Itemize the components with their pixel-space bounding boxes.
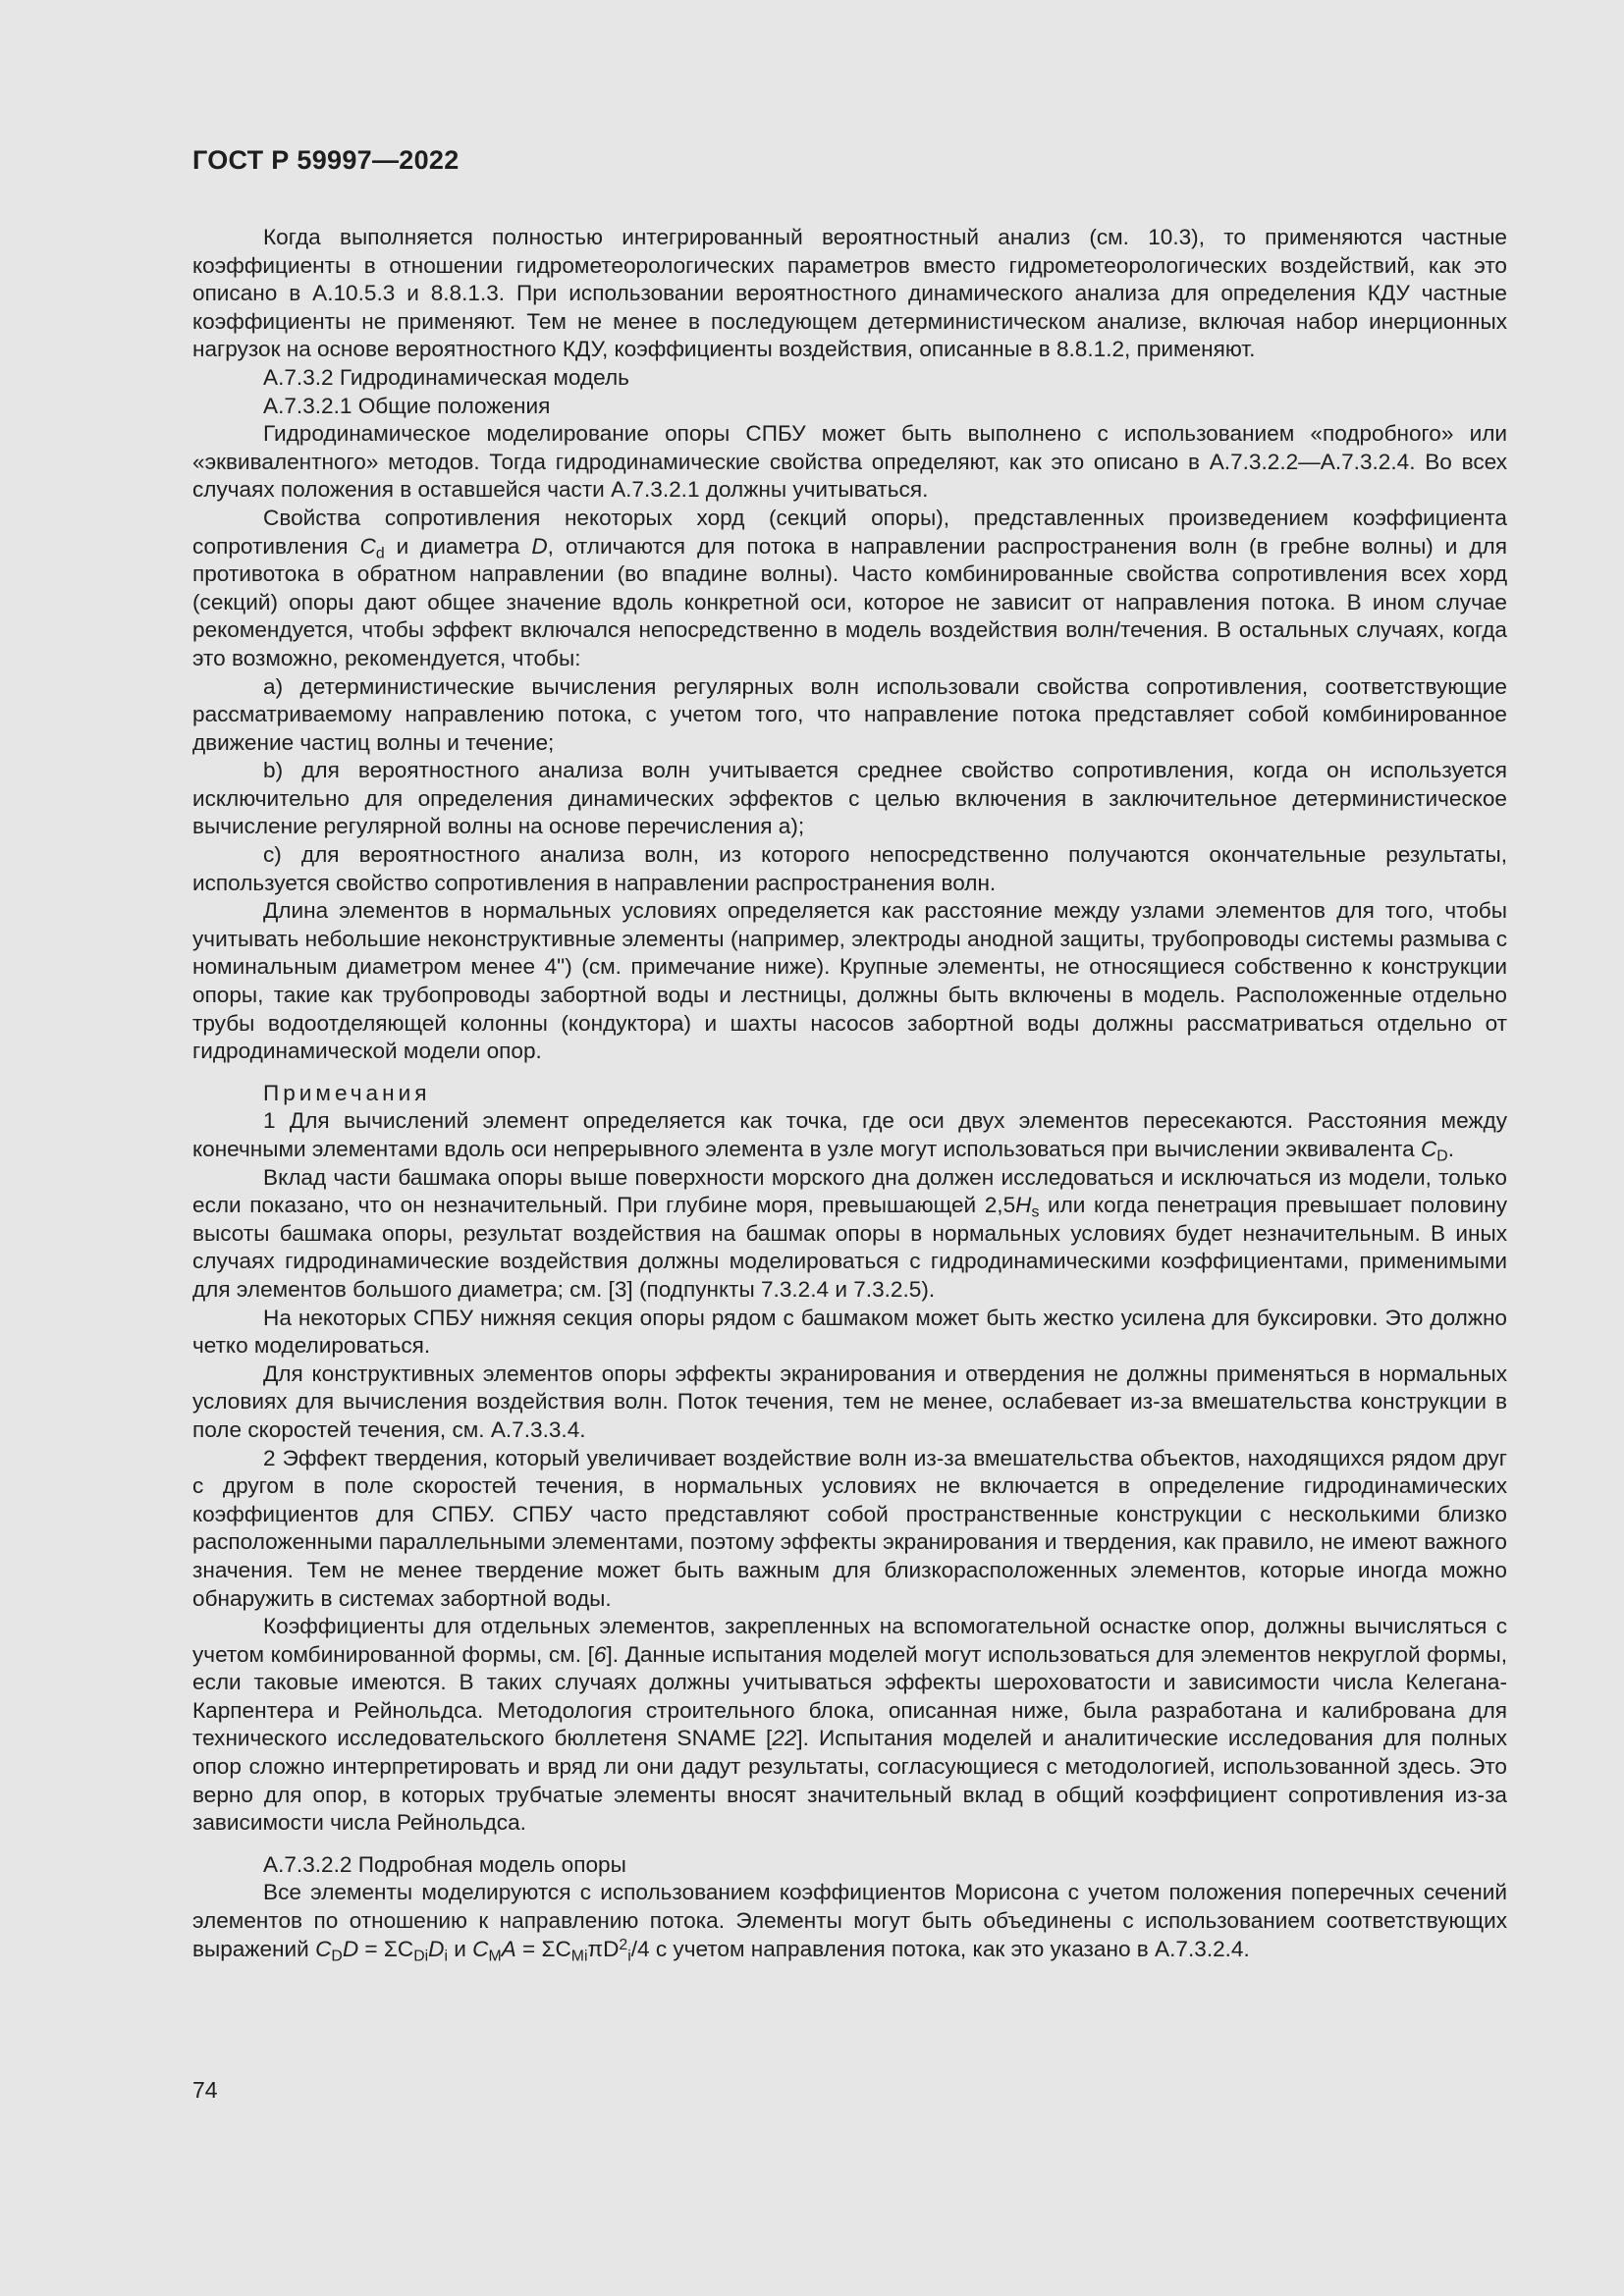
page-number: 74: [192, 2077, 218, 2103]
section-heading: А.7.3.2 Гидродинамическая модель: [263, 364, 629, 390]
note: 2 Эффект твердения, который увеличивает воздействие волн из-за вмешательства объектов, находящихся рядом друг с другом в поле скоростей течения, в нормальных условиях не включается в определение гидродинамических коэффициентов для СПБУ. СПБУ часто представляют собой пространственные конструкции с несколькими близко расположенными параллельными элементами, поэтому эффекты экранирования и твердения, как правило, не имеют важного значения. Тем не менее твердение может быть важным для близкорасположенных элементов, которые иногда можно обнаружить в системах забортной воды.: [192, 1445, 1507, 1611]
list-item: b) для вероятностного анализа волн учитывается среднее свойство сопротивления, когда он используется исключительно для определения динамических эффектов с целью включения в заключительное детерминистическое вычисление регулярной волны на основе перечисления а);: [192, 758, 1507, 839]
list-item: а) детерминистические вычисления регулярных волн использовали свойства сопротивления, соответствующие рассматриваемому направлению потока, с учетом того, что направление потока представляет собой комбинированное движение частиц волны и течение;: [192, 673, 1507, 755]
paragraph: Свойства сопротивления некоторых хорд (секций опоры), представленных произведением коэффициента сопротивления $C_d$ и диаметра D, отличаются для потока в направлении распространения волн (в гребне волны) и для противотока в обратном направлении (во впадине волны). Часто комбинированные свойства сопротивления всех хорд (секций) опоры дают общее значение вдоль конкретной оси, которое не зависит от направления потока. В ином случае рекомендуется, чтобы эффект включался непосредственно в модель воздействия волн/течения. В остальных случаях, когда это возможно, рекомендуется, чтобы:: [192, 505, 1507, 670]
notes-title: Примечания: [263, 1080, 431, 1105]
note: 1 Для вычислений элемент определяется как точка, где оси двух элементов пересекаются. Расстояния между конечными элементами вдоль оси непрерывного элемента в узле могут использоваться при вычислении эквивалента $C_D$.: [192, 1108, 1507, 1165]
paragraph: Гидродинамическое моделирование опоры СПБУ может быть выполнено с использованием «подробного» или «эквивалентного» методов. Тогда гидродинамические свойства определяют, как это описано в А.7.3.2.2—А.7.3.2.4. Во всех случаях положения в оставшейся части А.7.3.2.1 должны учитываться.: [192, 421, 1507, 503]
subsection-heading: А.7.3.2.2 Подробная модель опоры: [263, 1851, 626, 1877]
list-item: с) для вероятностного анализа волн, из которого непосредственно получаются окончательные результаты, используется свойство сопротивления в направлении распространения волн.: [192, 842, 1507, 895]
page-content: [192, 224, 1507, 1963]
note: На некоторых СПБУ нижняя секция опоры рядом с башмаком может быть жестко усилена для буксировки. Это должно четко моделироваться.: [192, 1305, 1507, 1359]
document-header: ГОСТ Р 59997—2022: [192, 145, 460, 175]
note: Коэффициенты для отдельных элементов, закрепленных на вспомогательной оснастке опор, должны вычисляться с учетом комбинированной формы, см. [6]. Данные испытания моделей могут использоваться для элементов некруглой формы, если таковые имеются. В таких случаях должны учитываться эффекты шероховатости и зависимости числа Келегана-Карпентера и Рейнольдса. Методология строительного блока, описанная ниже, была разработана и калибрована для технического исследовательского бюллетеня SNAME [22]. Испытания моделей и аналитические исследования для полных опор сложно интерпретировать и вряд ли они дадут результаты, согласующиеся с методологией, использованной здесь. Это верно для опор, в которых трубчатые элементы вносят значительный вклад в общий коэффициент сопротивления из-за зависимости числа Рейнольдса.: [192, 1614, 1508, 1836]
paragraph: Все элементы моделируются с использованием коэффициентов Морисона с учетом положения поперечных сечений элементов по отношению к направлению потока. Элементы могут быть объединены с использованием соответствующих выражений $C_DD = \Sigma C_{Di}D_i$ и $C_MA = \Sigma C_{Mi}\pi D^2_i/4$ с учетом направления потока, как это указано в А.7.3.2.4.: [192, 1880, 1507, 1965]
paragraph: Когда выполняется полностью интегрированный вероятностный анализ (см. 10.3), то применяются частные коэффициенты в отношении гидрометеорологических параметров вместо гидрометеорологических воздействий, как это описано в А.10.5.3 и 8.8.1.3. При использовании вероятностного динамического анализа для определения КДУ частные коэффициенты не применяют. Тем не менее в последующем детерминистическом анализе, включая набор инерционных нагрузок на основе вероятностного КДУ, коэффициенты воздействия, описанные в 8.8.1.2, применяют.: [192, 225, 1507, 362]
subsection-heading: А.7.3.2.1 Общие положения: [263, 393, 551, 418]
note: Вклад части башмака опоры выше поверхности морского дна должен исследоваться и исключаться из модели, только если показано, что он незначительный. При глубине моря, превышающей $2,5H_s$ или когда пенетрация превышает половину высоты башмака опоры, результат воздействия на башмак опоры в нормальных условиях будет незначительным. В иных случаях гидродинамические воздействия должны моделироваться с гидродинамическими коэффициентами, применимыми для элементов большого диаметра; см. [3] (подпункты 7.3.2.4 и 7.3.2.5).: [192, 1164, 1507, 1302]
paragraph: Длина элементов в нормальных условиях определяется как расстояние между узлами элементов для того, чтобы учитывать небольшие неконструктивные элементы (например, электроды анодной защиты, трубопроводы системы размыва с номинальным диаметром менее 4") (см. примечание ниже). Крупные элементы, не относящиеся собственно к конструкции опоры, такие как трубопроводы забортной воды и лестницы, должны быть включены в модель. Расположенные отдельно трубы водоотделяющей колонны (кондуктора) и шахты насосов забортной воды должны рассматриваться отдельно от гидродинамической модели опор.: [192, 898, 1507, 1064]
note: Для конструктивных элементов опоры эффекты экранирования и отвердения не должны применяться в нормальных условиях для вычисления воздействия волн. Поток течения, тем не менее, ослабевает из-за вмешательства конструкции в поле скоростей течения, см. А.7.3.3.4.: [192, 1361, 1507, 1442]
